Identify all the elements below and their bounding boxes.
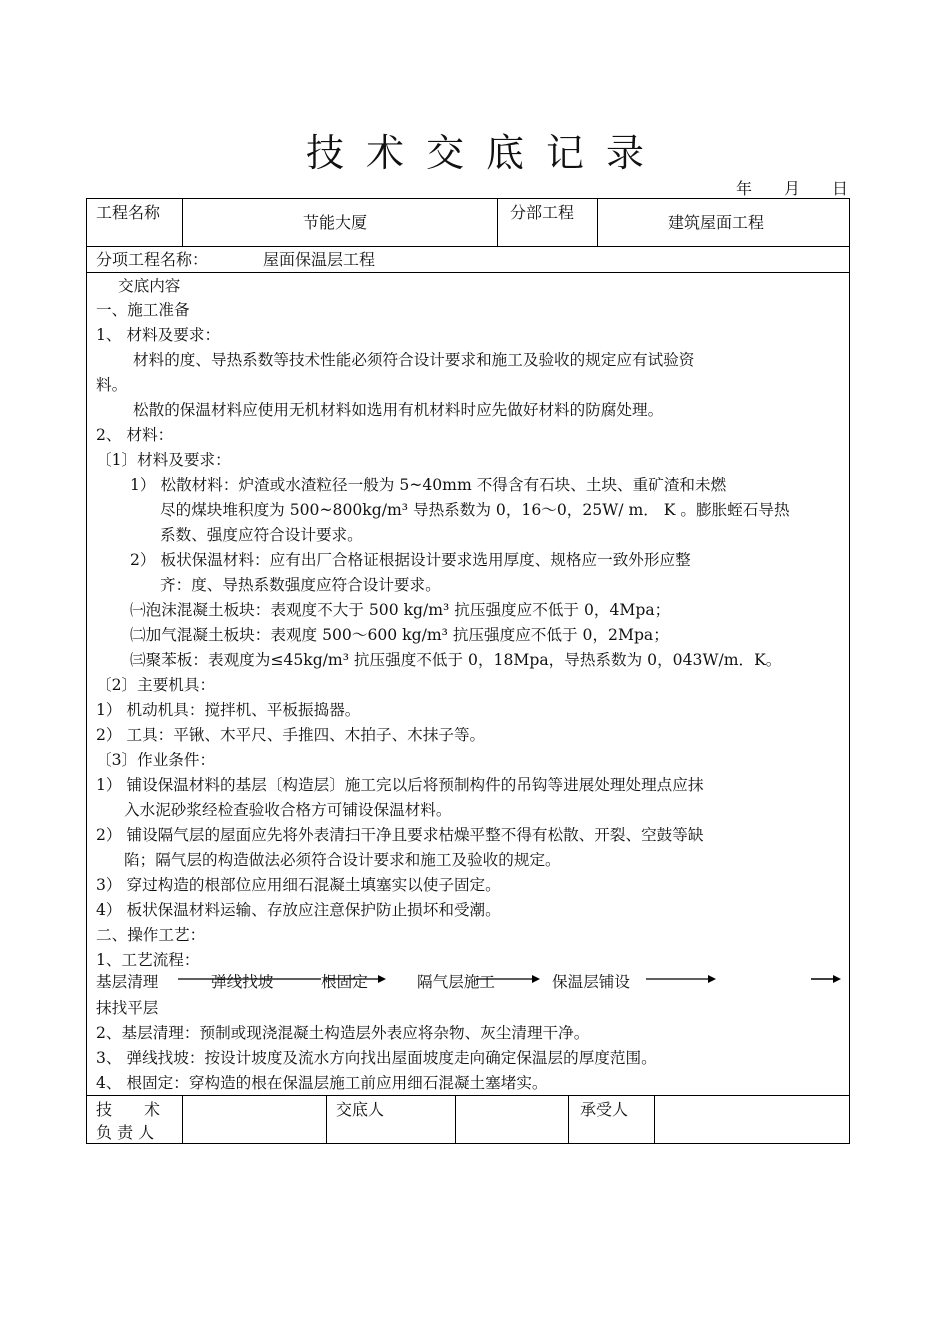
tech-lead-label-line1: 技 术 (96, 1100, 161, 1119)
content-line: 2、 材料： (96, 426, 174, 444)
date-line (736, 176, 848, 199)
flow-step: 根固定 (321, 973, 368, 991)
content-line: ㈠泡沫混凝土板块：表观度不大于 500 kg/m³ 抗压强度应不低于 0，4Mpa； (130, 601, 671, 619)
content-line: ㈡加气混凝土板块：表观度 500～600 kg/m³ 抗压强度应不低于 0，2Mpa； (130, 626, 669, 644)
subitem-value: 屋面保温层工程 (263, 250, 376, 269)
date-month: 月 (784, 179, 801, 198)
content-line: 〔2〕主要机具： (96, 676, 216, 694)
content-line: 交底内容 (118, 277, 181, 295)
content-line: 1、工艺流程： (96, 951, 200, 969)
col-divider (182, 198, 183, 246)
content-line: 2） 工具：平锹、木平尺、手推四、木拍子、木抹子等。 (96, 726, 486, 744)
content-line: 1） 机动机具：搅拌机、平板振捣器。 (96, 701, 361, 719)
content-line: 2、基层清理：预制或现浇混凝土构造层外表应将杂物、灰尘清理干净。 (96, 1024, 590, 1042)
content-line: 〔1〕材料及要求： (96, 451, 231, 469)
flow-step: 隔气层施工 (417, 973, 495, 991)
content-line: 1） 铺设保温材料的基层〔构造层〕施工完以后将预制构件的吊钩等进展处理处理点应抹 (96, 776, 704, 794)
row-divider (86, 1095, 850, 1096)
content-line: 材料的度、导热系数等技术性能必须符合设计要求和施工及验收的规定应有试验资 (133, 351, 695, 369)
content-line: 4） 板状保温材料运输、存放应注意保护防止损坏和受潮。 (96, 901, 501, 919)
col-divider (568, 1095, 569, 1144)
flow-step: 弹线找坡 (211, 973, 274, 991)
flow-step: 保温层铺设 (552, 973, 630, 991)
col-divider (326, 1095, 327, 1144)
row-divider (86, 246, 850, 247)
process-flow (96, 967, 842, 993)
content-line: 4、 根固定：穿构造的根在保温层施工前应用细石混凝土塞堵实。 (96, 1074, 548, 1092)
row-divider (86, 272, 850, 273)
col-divider (455, 1095, 456, 1144)
content-line: 3、 弹线找坡：按设计坡度及流水方向找出屋面坡度走向确定保温层的厚度范围。 (96, 1049, 657, 1067)
content-line: 入水泥砂浆经检查验收合格方可铺设保温材料。 (124, 801, 452, 819)
flow-step: 基层清理 (96, 973, 159, 991)
project-name-label: 工程名称 (96, 203, 161, 222)
col-divider (497, 198, 498, 246)
content-line: 〔3〕作业条件： (96, 751, 216, 769)
document-title: 技术交底记录 (305, 131, 666, 175)
col-divider (182, 1095, 183, 1144)
content-line: 一、施工准备 (96, 301, 190, 319)
content-line: 尽的煤块堆积度为 500~800kg/m³ 导热系数为 0，16～0，25W/ m． K 。膨胀蛭石导热 (160, 501, 790, 519)
receiver-label: 承受人 (580, 1100, 629, 1119)
tech-lead-label-line2: 负 责 人 (96, 1123, 155, 1142)
date-year: 年 (736, 179, 753, 198)
content-line: 系数、强度应符合设计要求。 (160, 526, 363, 544)
discloser-label: 交底人 (336, 1100, 385, 1119)
content-line: 松散的保温材料应使用无机材料如选用有机材料时应先做好材料的防腐处理。 (133, 401, 664, 419)
date-day: 日 (832, 179, 849, 198)
content-line: 齐：度、导热系数强度应符合设计要求。 (160, 576, 441, 594)
content-line: 3） 穿过构造的根部位应用细石混凝土填塞实以使子固定。 (96, 876, 501, 894)
content-line: 2） 板状保温材料：应有出厂合格证根据设计要求选用厚度、规格应一致外形应整 (130, 551, 691, 569)
content-line: 2） 铺设隔气层的屋面应先将外表清扫干净且要求枯燥平整不得有松散、开裂、空鼓等缺 (96, 826, 704, 844)
content-line: 二、操作工艺： (96, 926, 206, 944)
content-line: 1、 材料及要求： (96, 326, 221, 344)
content-line: 1） 松散材料：炉渣或水渣粒径一般为 5~40mm 不得含有石块、土块、重矿渣和未燃 (130, 476, 727, 494)
content-line: 陷；隔气层的构造做法必须符合设计要求和施工及验收的规定。 (124, 851, 561, 869)
content-line: ㈢聚苯板：表观度为≤45kg/m³ 抗压强度不低于 0，18Mpa，导热系数为 0，043W/m．K。 (130, 651, 782, 669)
col-divider (654, 1095, 655, 1144)
division-label: 分部工程 (510, 203, 575, 222)
subitem-label: 分项工程名称： (96, 250, 209, 269)
col-divider (597, 198, 598, 246)
content-line: 抹找平层 (96, 999, 159, 1017)
content-line: 料。 (96, 376, 128, 394)
project-name-value: 节能大厦 (303, 213, 368, 232)
division-value: 建筑屋面工程 (668, 213, 765, 232)
